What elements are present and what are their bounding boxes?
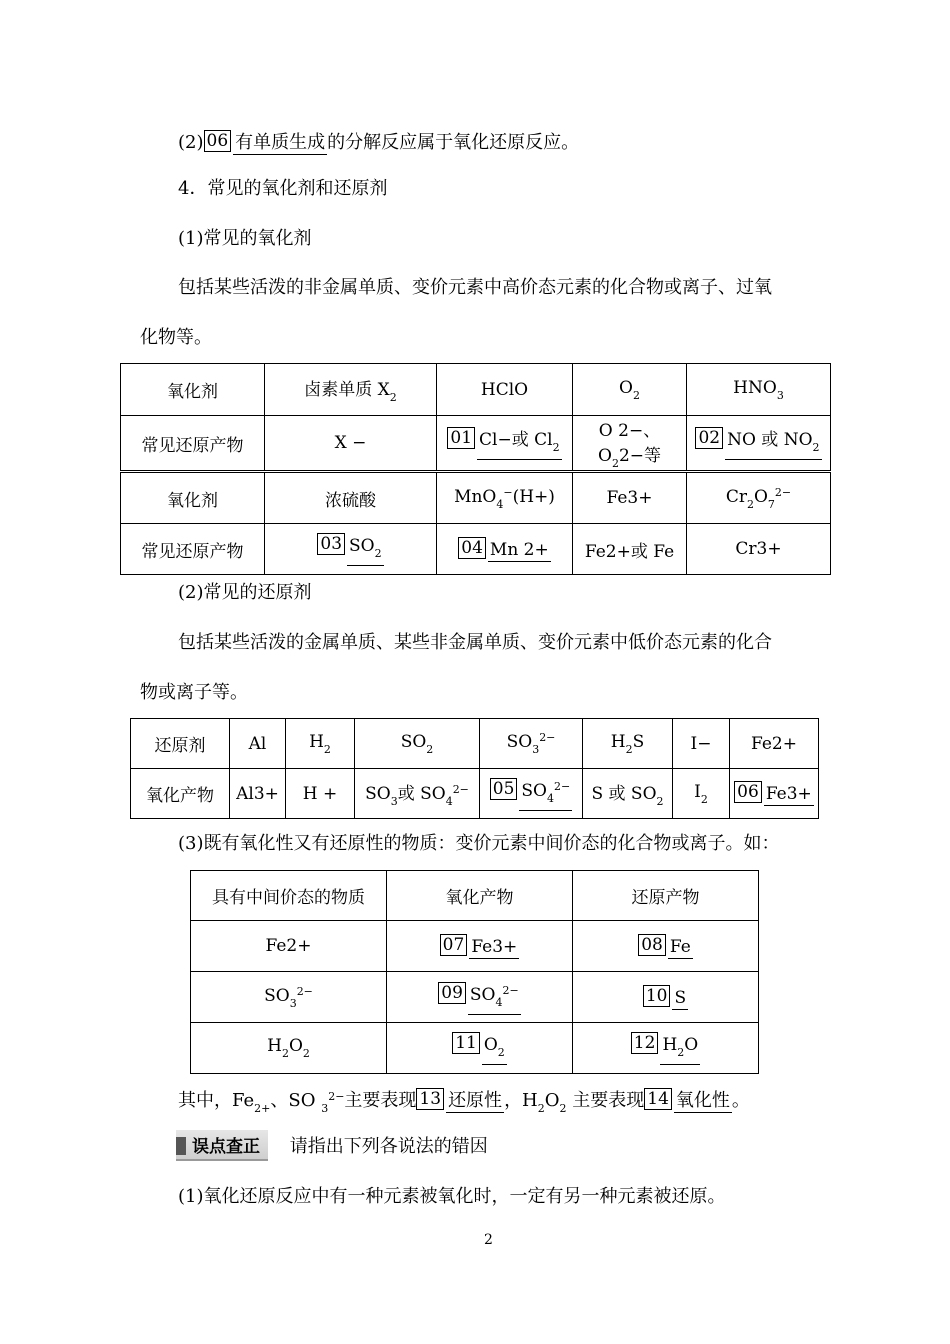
cell-o-ions: O 2−、$O_22-$等: [573, 416, 687, 472]
cell-mno4: MnO$_4$−(H+): [437, 472, 573, 524]
answer-text: 有单质生成: [235, 132, 326, 153]
cell-al3: Al3+: [230, 769, 286, 819]
answer-text: NO 或 $NO_2$: [725, 429, 821, 460]
answer-box-number: 04: [458, 537, 486, 559]
answer-text: $O_2$: [482, 1034, 507, 1065]
cell-answer-05: [480, 769, 583, 819]
error-check-badge: 误点查正: [176, 1130, 268, 1161]
cell-answer-06: [730, 769, 819, 819]
answer-box-number: 13: [416, 1088, 444, 1110]
cell-cr2o7: $Cr_2O_7^{2-}$: [687, 472, 831, 524]
cell-fe3: Fe3+: [573, 472, 687, 524]
cell-answer-07: [387, 921, 573, 972]
answer-box-number: 05: [490, 778, 518, 800]
answer-text: $SO_2$: [347, 535, 384, 566]
cell-header: 还原产物: [573, 871, 759, 921]
answer-box-number: 01: [447, 427, 475, 449]
answer-text: $SO_4^{2-}$: [519, 776, 572, 811]
cell-header: 氧化产物: [387, 871, 573, 921]
answer-box-number: 08: [638, 934, 666, 956]
cell-row-label: 常见还原产物: [121, 524, 265, 575]
cell-o2: $O_2$: [573, 364, 687, 416]
page-number: 2: [484, 1232, 493, 1248]
answer-box-number: 14: [644, 1088, 672, 1110]
sentence-text: 的分解反应属于氧化还原反应。: [327, 132, 580, 153]
cell-so3-ion: $SO_3^{2-}$: [480, 719, 583, 769]
cell-hno3: $HNO_3$: [687, 364, 831, 416]
answer-box-number: 09: [438, 982, 466, 1004]
cell-substance-h2o2: $H_2O_2$: [191, 1023, 387, 1074]
answer-text: $SO_4^{2-}$: [468, 980, 521, 1015]
subsection-heading-reductants: (2)常见的还原剂: [178, 582, 312, 603]
item-label: (2): [178, 132, 204, 153]
cell-row-label: 氧化产物: [131, 769, 230, 819]
cell-header: 具有中间价态的物质: [191, 871, 387, 921]
answer-box-number: 12: [631, 1032, 659, 1054]
answer-box-number: 11: [452, 1032, 480, 1054]
cell-fe2: Fe2+: [730, 719, 819, 769]
intermediate-valence-table: [190, 870, 759, 1074]
cell-header: 氧化剂: [121, 364, 265, 416]
answer-text: Fe3+: [471, 936, 518, 957]
cell-answer-01: [437, 416, 573, 472]
cell-x-minus: X −: [265, 416, 437, 472]
question-line: (1)氧化还原反应中有一种元素被氧化时，一定有另一种元素被还原。: [178, 1186, 726, 1207]
subsection-heading-both: (3)既有氧化性又有还原性的物质：变价元素中间价态的化合物或离子。如：: [178, 833, 780, 854]
cell-answer-10: [573, 972, 759, 1023]
answer-text: Fe3+: [765, 784, 812, 804]
answer-box-number: 03: [317, 533, 345, 555]
cell-row-label: 常见还原产物: [121, 416, 265, 472]
cell-al: Al: [230, 719, 286, 769]
answer-box-number: 06: [734, 781, 762, 803]
paragraph-line: 物或离子等。: [140, 682, 248, 703]
answer-text: $H_2O$: [660, 1034, 700, 1065]
answer-text: 氧化性: [675, 1090, 730, 1111]
cell-so2: $SO_2$: [355, 719, 480, 769]
summary-line: 其中，$Fe_{2+}$、SO $_3^{2-}$主要表现 13 还原性 ，$H_2O_2$ 主要表现 14 氧化性 。: [178, 1089, 750, 1115]
cell-header: 还原剂: [131, 719, 230, 769]
cell-answer-08: [573, 921, 759, 972]
cell-answer-03: [265, 524, 437, 575]
answer-text: Fe: [669, 936, 691, 957]
answer-box-number: 07: [440, 934, 468, 956]
paragraph-line: 包括某些活泼的金属单质、某些非金属单质、变价元素中低价态元素的化合: [178, 632, 772, 653]
section-heading: 4．常见的氧化剂和还原剂: [178, 178, 388, 199]
answer-text: 还原性: [448, 1090, 503, 1111]
cell-so3-products: $SO_3$或 $SO_4^{2-}$: [355, 769, 480, 819]
cell-answer-04: [437, 524, 573, 575]
cell-iodide: I−: [673, 719, 730, 769]
cell-halogen: 卤素单质 $X_2$: [265, 364, 437, 416]
cell-h2s: $H_2S$: [583, 719, 673, 769]
paragraph-line: 化物等。: [140, 327, 212, 348]
oxidant-table: [120, 363, 831, 575]
badge-bar-icon: [176, 1137, 186, 1155]
cell-substance-fe2: Fe2+: [191, 921, 387, 972]
cell-i2: $I_2$: [673, 769, 730, 819]
cell-cr3: Cr3+: [687, 524, 831, 575]
cell-answer-12: [573, 1023, 759, 1074]
subsection-heading-oxidants: (1)常见的氧化剂: [178, 228, 312, 249]
cell-answer-02: [687, 416, 831, 472]
cell-h-plus: H +: [286, 769, 355, 819]
answer-text: Mn 2+: [489, 539, 549, 560]
error-check-header: [176, 1130, 488, 1161]
line-decomposition: [178, 128, 579, 155]
instruction-text: 请指出下列各说法的错因: [289, 1136, 488, 1157]
answer-text: S: [674, 987, 687, 1008]
cell-substance-so3: $SO_3^{2-}$: [191, 972, 387, 1023]
cell-answer-09: [387, 972, 573, 1023]
cell-answer-11: [387, 1023, 573, 1074]
paragraph-line: 包括某些活泼的非金属单质、变价元素中高价态元素的化合物或离子、过氧: [178, 277, 772, 298]
answer-box-number: 02: [695, 427, 723, 449]
cell-header: 氧化剂: [121, 472, 265, 524]
answer-box-number: 06: [204, 130, 232, 152]
cell-sulfuric-acid: 浓硫酸: [265, 472, 437, 524]
cell-h2: $H_2$: [286, 719, 355, 769]
answer-text: Cl−或 $Cl_2$: [477, 429, 562, 460]
cell-s-products: S 或 $SO_2$: [583, 769, 673, 819]
reductant-table: [130, 718, 819, 819]
answer-box-number: 10: [643, 985, 671, 1007]
cell-hclo: HClO: [437, 364, 573, 416]
cell-fe-products: Fe2+或 Fe: [573, 524, 687, 575]
